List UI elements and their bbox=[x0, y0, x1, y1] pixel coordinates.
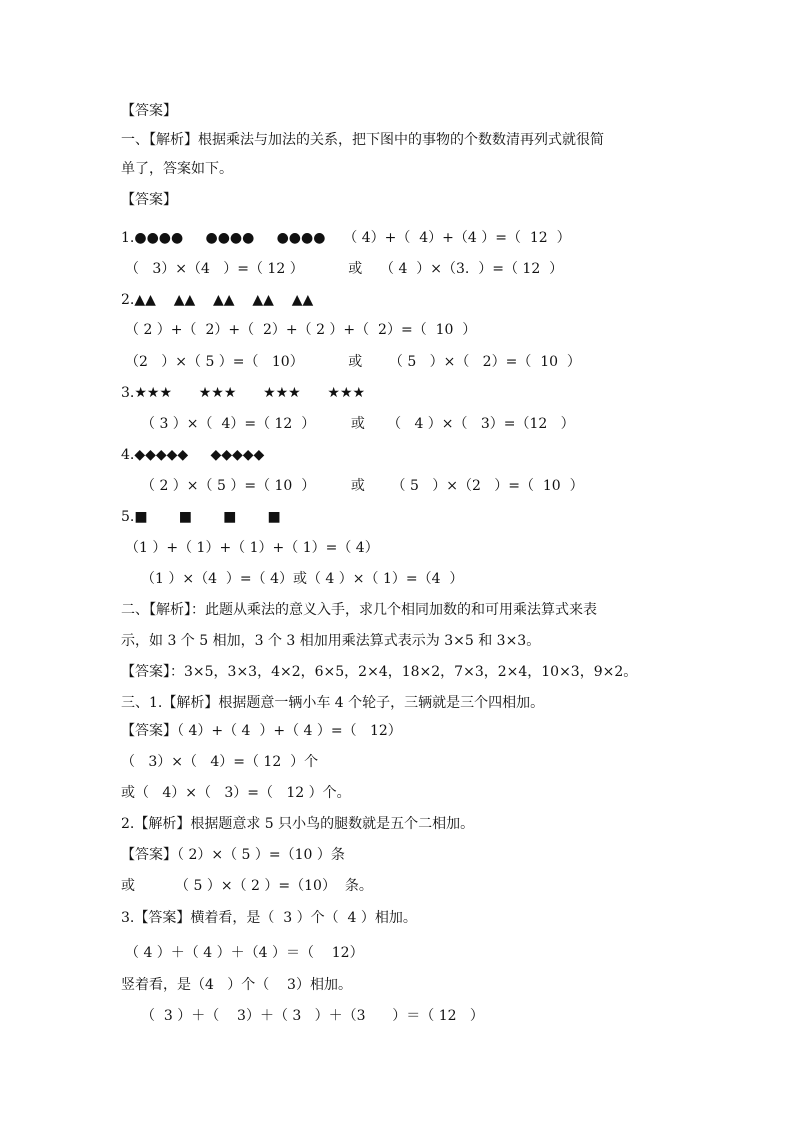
section-3-2-explanation: 2.【解析】根据题意求 5 只小鸟的腿数就是五个二相加。 bbox=[121, 816, 475, 832]
item-2-shapes: 2.▲▲ ▲▲ ▲▲ ▲▲ ▲▲ bbox=[121, 292, 314, 308]
section-3-1-answer-alt: 或（ 4）×（ 3）=（ 12 ）个。 bbox=[121, 785, 351, 801]
item-5-multiplication: （1 ）×（4 ）=（ 4）或（ 4 ）×（ 1）=（4 ） bbox=[141, 571, 464, 587]
item-3-multiplication: （ 3 ）×（ 4）=（ 12 ） 或 （ 4 ）×（ 3）=（12 ） bbox=[141, 416, 575, 432]
item-1-addition: 1.●●●● ●●●● ●●●● （ 4）+（ 4）+（4 ）=（ 12 ） bbox=[121, 230, 571, 246]
item-4-shapes: 4.◆◆◆◆◆ ◆◆◆◆◆ bbox=[121, 447, 265, 463]
section-2-explanation: 二、【解析】：此题从乘法的意义入手，求几个相同加数的和可用乘法算式来表 bbox=[121, 602, 597, 618]
section-3-1-explanation: 三、1.【解析】根据题意一辆小车 4 个轮子，三辆就是三个四相加。 bbox=[121, 695, 545, 711]
section-3-2-answer: 【答案】（ 2）×（ 5 ）=（10 ）条 bbox=[121, 847, 345, 863]
section-3-3-columns: 竖着看，是（4 ）个（ 3）相加。 bbox=[121, 977, 352, 993]
item-2-addition: （ 2 ）+（ 2）+（ 2）+（ 2 ）+（ 2）=（ 10 ） bbox=[125, 322, 477, 338]
item-2-multiplication: （2 ）×（ 5 ）=（ 10） 或 （ 5 ）×（ 2）=（ 10 ） bbox=[125, 354, 581, 370]
section-3-3-addition-columns: （ 3 ）＋（ 3）＋（ 3 ）＋（3 ）＝（ 12 ） bbox=[141, 1008, 484, 1024]
item-3-shapes: 3.★★★ ★★★ ★★★ ★★★ bbox=[121, 385, 366, 401]
item-5-addition: （1 ）+（ 1）+（ 1）+（ 1）=（ 4） bbox=[125, 540, 379, 556]
section-1-explanation-cont: 单了，答案如下。 bbox=[121, 161, 233, 177]
section-3-1-answer-multiplication: （ 3）×（ 4）=（ 12 ）个 bbox=[121, 754, 319, 770]
item-4-multiplication: （ 2 ）×（ 5 ）=（ 10 ） 或 （ 5 ）×（2 ）=（ 10 ） bbox=[141, 478, 584, 494]
section-3-3-answer: 3.【答案】横着看，是（ 3 ）个（ 4 ）相加。 bbox=[121, 910, 417, 926]
item-1-multiplication: （ 3）×（4 ）=（ 12 ） 或 （ 4 ）×（3. ）=（ 12 ） bbox=[125, 261, 564, 277]
section-1-explanation: 一、【解析】根据乘法与加法的关系，把下图中的事物的个数数清再列式就很简 bbox=[121, 132, 604, 148]
section-3-3-addition-rows: （ 4 ）＋（ 4 ）＋（4 ）＝（ 12） bbox=[125, 945, 364, 961]
section-2-explanation-cont: 示，如 3 个 5 相加，3 个 3 相加用乘法算式表示为 3×5 和 3×3。 bbox=[121, 633, 541, 649]
answer-heading-2: 【答案】 bbox=[121, 192, 177, 208]
section-3-2-answer-alt: 或 （ 5 ）×（ 2 ）=（10） 条。 bbox=[121, 878, 373, 894]
item-5-shapes: 5.■ ■ ■ ■ bbox=[121, 509, 281, 525]
section-3-1-answer-addition: 【答案】（ 4）+（ 4 ）+（ 4 ）=（ 12） bbox=[121, 723, 402, 739]
answer-heading-1: 【答案】 bbox=[121, 103, 177, 119]
section-2-answer: 【答案】：3×5，3×3，4×2，6×5，2×4，18×2，7×3，2×4，10×3，9×2。 bbox=[121, 664, 638, 680]
